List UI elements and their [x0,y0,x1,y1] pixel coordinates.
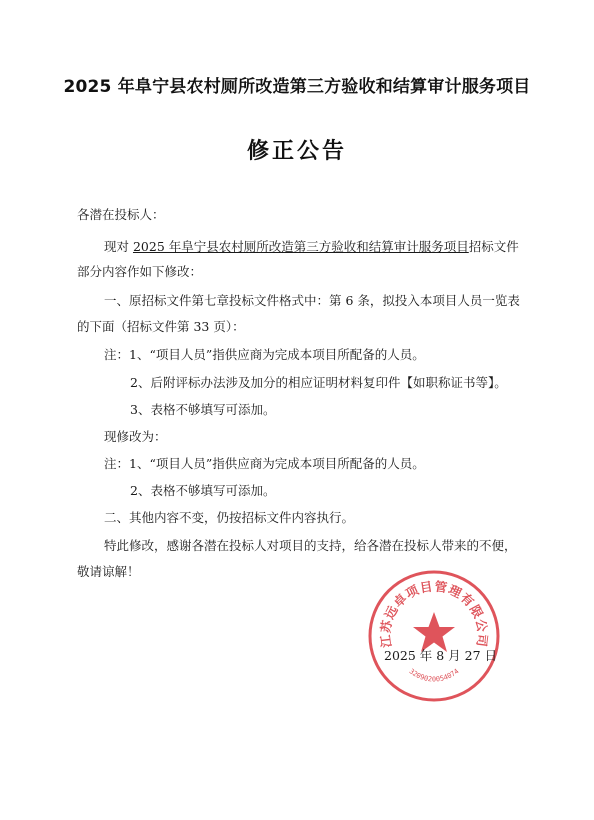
revised-note-1: 注：1、“项目人员”指供应商为完成本项目所配备的人员。 [104,456,425,471]
original-note-3: 3、表格不够填写可添加。 [130,402,276,417]
intro-suffix: 招标文件 [468,239,519,254]
document-title: 2025 年阜宁县农村厕所改造第三方验收和结算审计服务项目 [63,77,531,97]
intro-line-1 [104,241,519,254]
intro-line-2: 部分内容作如下修改： [77,264,203,279]
document-subtitle: 修正公告 [246,139,347,164]
revised-label: 现修改为： [104,429,167,444]
revised-note-2: 2、表格不够填写可添加。 [130,483,276,498]
closing-line-2: 敬请谅解！ [77,564,140,579]
original-note-2: 2、后附评标办法涉及加分的相应证明材料复印件【如职称证书等】。 [130,375,507,390]
seal-company-text: 江苏远卓项目管理有限公司 [377,578,491,649]
salutation: 各潜在投标人： [77,207,165,222]
item1-line-1: 一、原招标文件第七章投标文件格式中：第 6 条，拟投入本项目人员一览表 [104,293,520,308]
intro-prefix: 现对 [104,239,133,254]
intro-project-name: 2025 年阜宁县农村厕所改造第三方验收和结算审计服务项目 [132,239,469,254]
item2: 二、其他内容不变，仍按招标文件内容执行。 [104,510,355,525]
seal-number: 3209020054074 [407,667,461,684]
company-seal [366,568,502,704]
item1-line-2: 的下面（招标文件第 33 页）： [77,319,245,334]
issue-date: 2025 年 8 月 27 日 [384,648,498,663]
closing-line-1: 特此修改，感谢各潜在投标人对项目的支持，给各潜在投标人带来的不便， [104,538,517,553]
original-note-1: 注：1、“项目人员”指供应商为完成本项目所配备的人员。 [104,347,425,362]
